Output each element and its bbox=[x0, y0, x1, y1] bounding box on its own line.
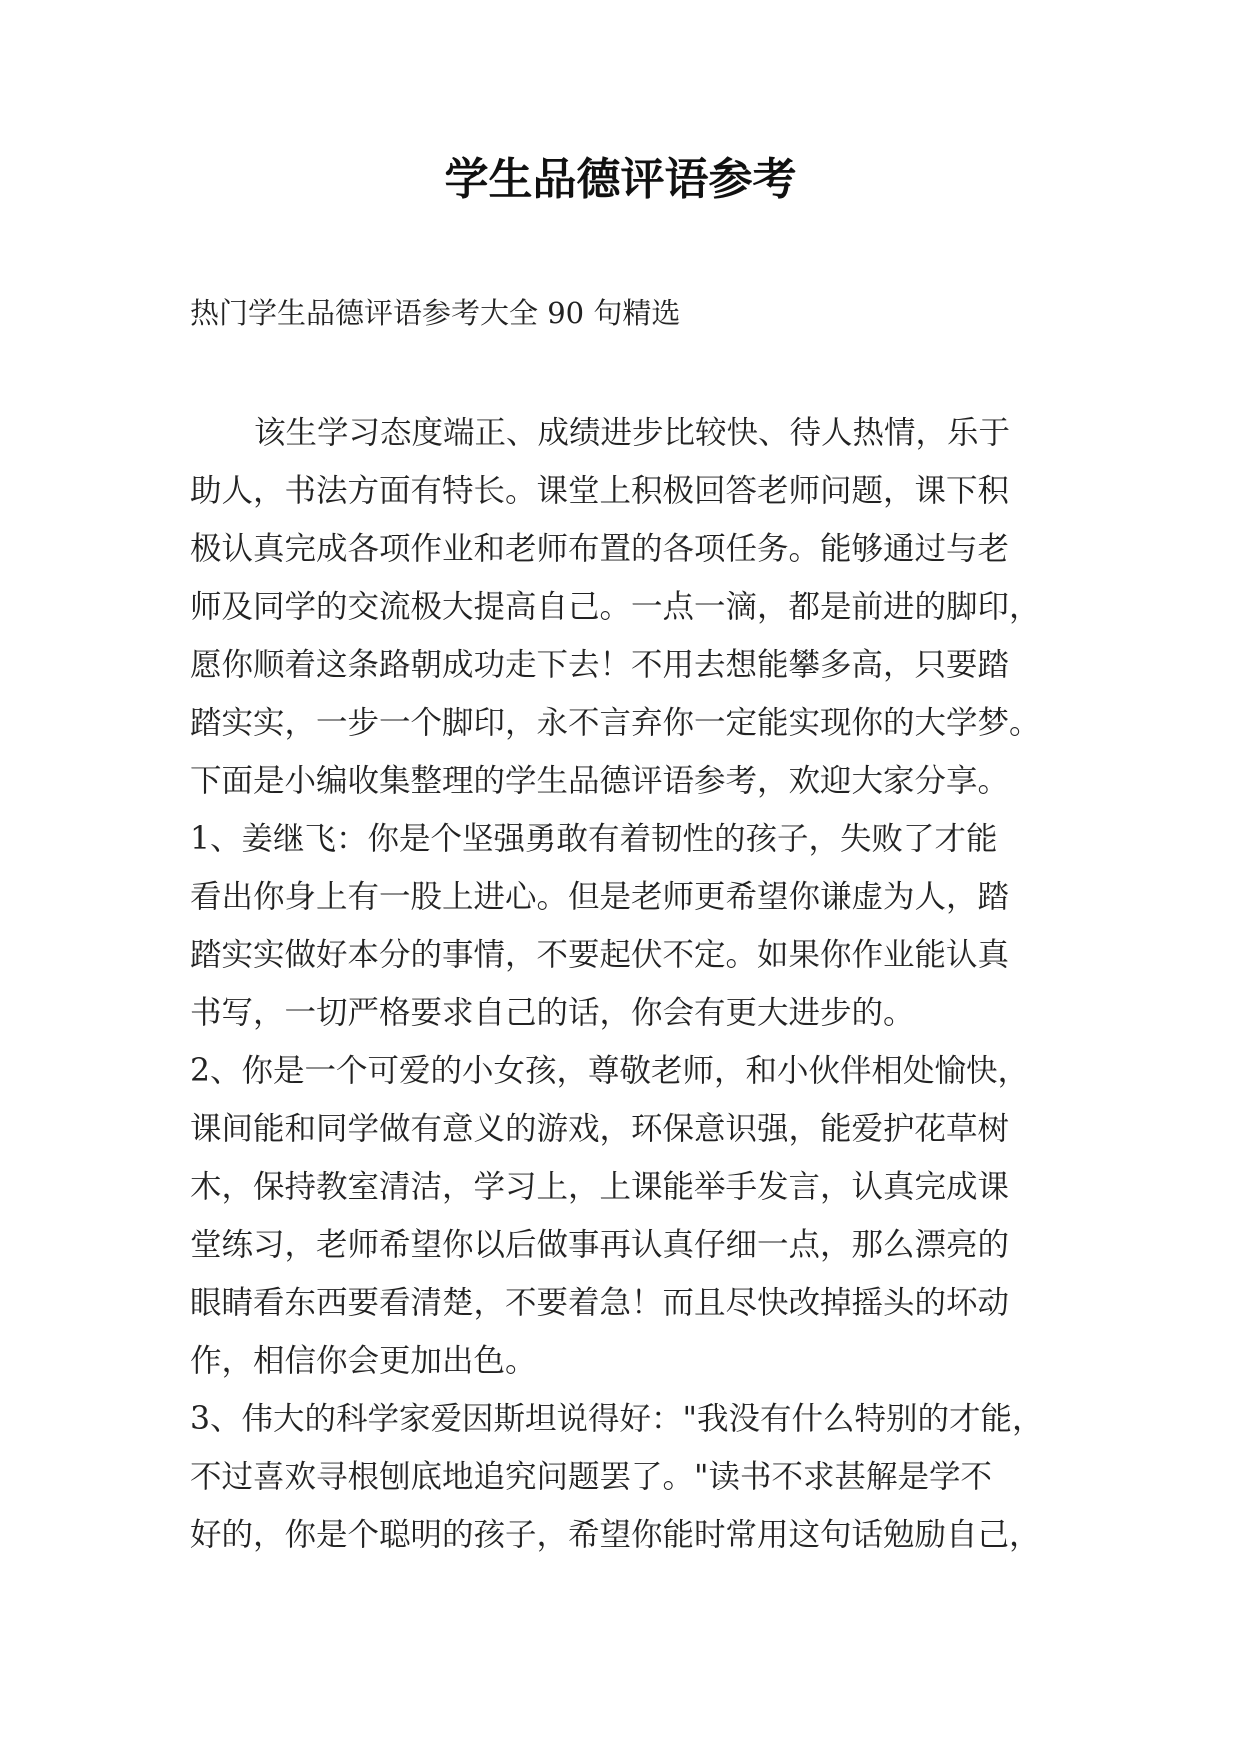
intro-paragraph bbox=[190, 404, 1050, 810]
text-line: 1、姜继飞：你是个坚强勇敢有着韧性的孩子，失败了才能 bbox=[190, 821, 998, 857]
comment-item-1 bbox=[190, 810, 1050, 1042]
comment-item-2 bbox=[190, 1042, 1050, 1390]
text-line: 助人，书法方面有特长。课堂上积极回答老师问题，课下积 bbox=[190, 473, 1010, 509]
text-line: 堂练习，老师希望你以后做事再认真仔细一点，那么漂亮的 bbox=[190, 1227, 1010, 1263]
text-line: 2、你是一个可爱的小女孩，尊敬老师，和小伙伴相处愉快， bbox=[190, 1053, 1030, 1089]
text-line: 3、伟大的科学家爱因斯坦说得好："我没有什么特别的才能， bbox=[190, 1401, 1044, 1437]
document-subtitle: 热门学生品德评语参考大全 90 句精选 bbox=[190, 296, 681, 330]
text-line: 踏实实做好本分的事情，不要起伏不定。如果你作业能认真 bbox=[190, 937, 1010, 973]
text-line: 踏实实，一步一个脚印，永不言弃你一定能实现你的大学梦。 bbox=[190, 705, 1041, 741]
text-line: 极认真完成各项作业和老师布置的各项任务。能够通过与老 bbox=[190, 531, 1010, 567]
text-line: 不过喜欢寻根刨底地追究问题罢了。"读书不求甚解是学不 bbox=[190, 1459, 992, 1495]
text-line: 书写，一切严格要求自己的话，你会有更大进步的。 bbox=[190, 995, 915, 1031]
text-line: 师及同学的交流极大提高自己。一点一滴，都是前进的脚印， bbox=[190, 589, 1041, 625]
text-line: 眼睛看东西要看清楚，不要着急！而且尽快改掉摇头的坏动 bbox=[190, 1285, 1010, 1321]
comment-item-3 bbox=[190, 1390, 1050, 1564]
text-line: 好的，你是个聪明的孩子，希望你能时常用这句话勉励自己， bbox=[190, 1517, 1041, 1553]
document-title: 学生品德评语参考 bbox=[444, 154, 797, 205]
text-line: 课间能和同学做有意义的游戏，环保意识强，能爱护花草树 bbox=[190, 1111, 1010, 1147]
text-line: 作，相信你会更加出色。 bbox=[190, 1343, 537, 1379]
text-line: 木，保持教室清洁，学习上，上课能举手发言，认真完成课 bbox=[190, 1169, 1010, 1205]
text-line: 下面是小编收集整理的学生品德评语参考，欢迎大家分享。 bbox=[190, 763, 1010, 799]
text-line: 看出你身上有一股上进心。但是老师更希望你谦虚为人，踏 bbox=[190, 879, 1010, 915]
document-body bbox=[190, 404, 1050, 1564]
text-line: 该生学习态度端正、成绩进步比较快、待人热情，乐于 bbox=[254, 415, 1011, 451]
text-line: 愿你顺着这条路朝成功走下去！不用去想能攀多高，只要踏 bbox=[190, 647, 1010, 683]
